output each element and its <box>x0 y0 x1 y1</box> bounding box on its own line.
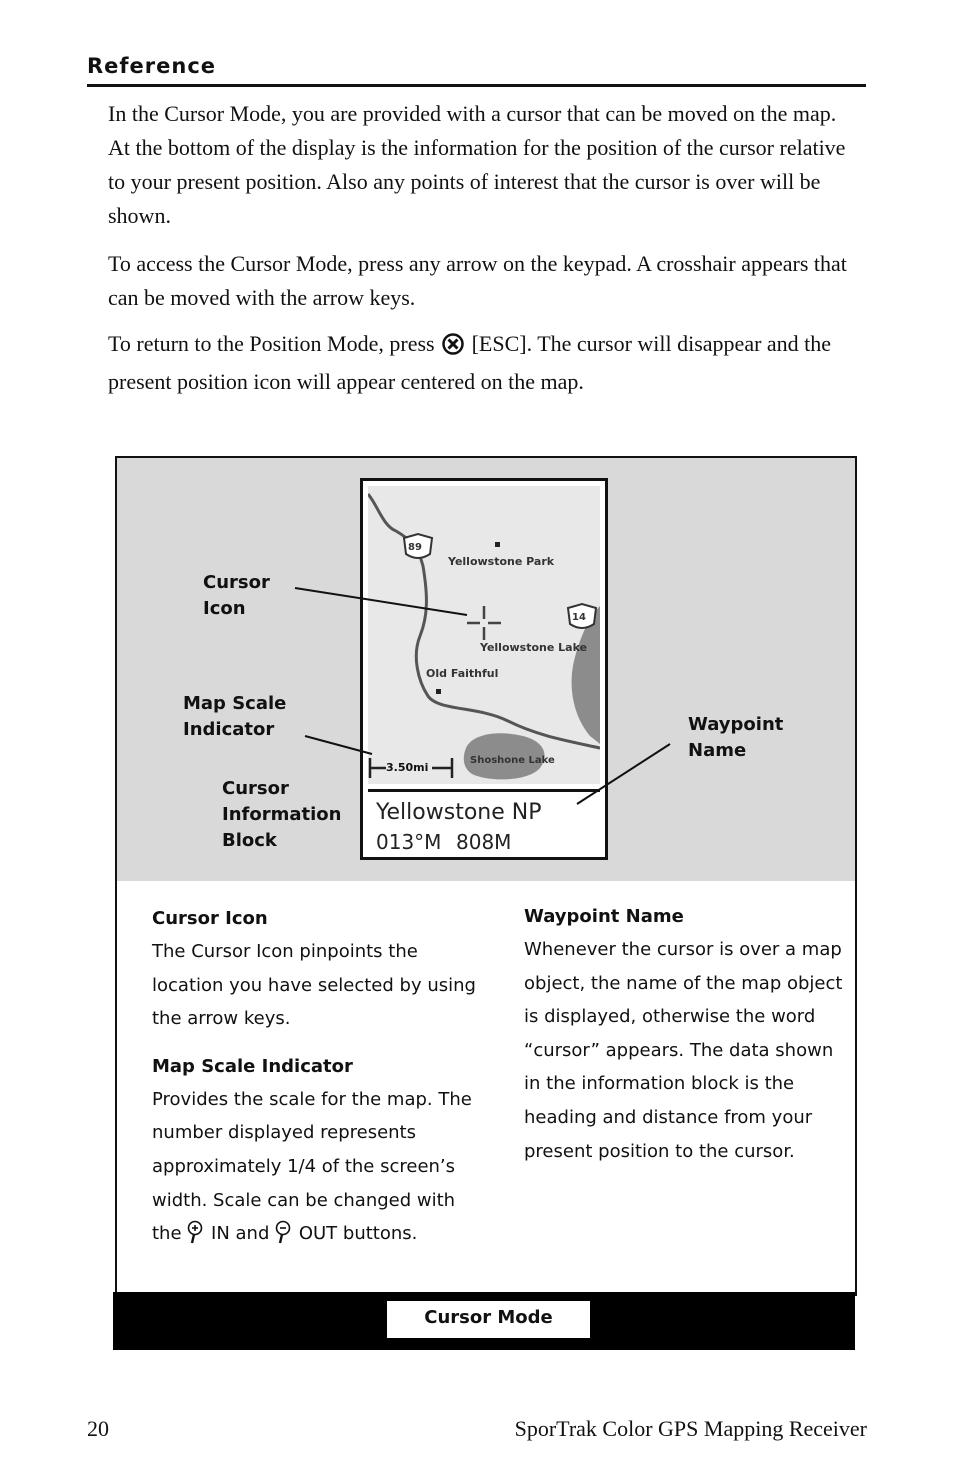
figure-caption-bar <box>113 1292 855 1350</box>
callout-info-block: Cursor Information Block <box>222 778 342 851</box>
leader-line-waypoint-name <box>577 744 670 804</box>
distance-display: 808M <box>456 830 512 854</box>
callout-cursor-icon: Cursor Icon <box>203 572 270 619</box>
left-descriptions <box>152 902 482 1270</box>
map-scale-value: 3.50mi <box>386 761 429 774</box>
callout-leader-lines <box>117 458 855 881</box>
cursor-icon-text: The Cursor Icon pinpoints the location you have selected by using the arrow keys. <box>152 941 476 1030</box>
map-label-yellowstone-park: Yellowstone Park <box>448 555 555 568</box>
section-title: Reference <box>87 54 217 78</box>
section-header <box>87 52 866 87</box>
leader-line-map-scale <box>305 736 372 754</box>
figure-illustration-area <box>117 458 855 881</box>
zoom-out-icon <box>275 1220 293 1256</box>
map-scale-heading: Map Scale Indicator <box>152 1055 353 1077</box>
esc-button-icon <box>442 331 464 365</box>
figure-caption: Cursor Mode <box>387 1301 590 1338</box>
intro-paragraph-1: In the Cursor Mode, you are provided with a cursor that can be moved on the map. At the bottom of the display is the information for the position of the cursor relative to your present position. Also any points of interest that the cursor is over will be shown. <box>108 101 846 228</box>
cursor-icon-heading: Cursor Icon <box>152 908 268 929</box>
route-14-label: 14 <box>572 612 586 623</box>
waypoint-name-text: Whenever the cursor is over a map object, the name of the map object is displayed, otherwise the word “cursor” appears. The data shown in the information block is the heading and distance from your present position to the cursor. <box>524 939 843 1162</box>
waypoint-name-display: Yellowstone NP <box>376 800 542 825</box>
route-89-label: 89 <box>408 542 422 553</box>
heading-display: 013°M <box>376 830 442 854</box>
footer-title: SporTrak Color GPS Mapping Receiver <box>514 1416 867 1441</box>
map-label-old-faithful: Old Faithful <box>426 667 499 680</box>
leader-line-cursor-icon <box>295 588 467 615</box>
map-label-shoshone-lake: Shoshone Lake <box>470 755 555 766</box>
callout-map-scale: Map Scale Indicator <box>183 693 287 740</box>
callout-waypoint-name: Waypoint Name <box>688 714 784 761</box>
map-label-yellowstone-lake: Yellowstone Lake <box>480 641 588 654</box>
paragraph-3-start: To return to the Position Mode, press <box>108 331 435 356</box>
page-number: 20 <box>87 1416 109 1441</box>
waypoint-name-heading: Waypoint Name <box>524 906 684 927</box>
zoom-in-icon <box>187 1220 205 1256</box>
right-descriptions <box>524 900 844 1182</box>
cursor-mode-figure <box>115 456 857 1296</box>
paragraph-3-end: [ESC]. The cursor will disappear and the present position icon will appear centered on the map. <box>108 331 832 394</box>
map-scale-text: Provides the scale for the map. The number displayed represents approximately 1/4 of the screen’s width. Scale can be changed with the IN and OUT buttons. <box>152 1083 482 1256</box>
intro-paragraph-2: To access the Cursor Mode, press any arrow on the keypad. A crosshair appears that can be moved with the arrow keys. <box>108 251 847 310</box>
intro-paragraph-3 <box>108 327 858 399</box>
